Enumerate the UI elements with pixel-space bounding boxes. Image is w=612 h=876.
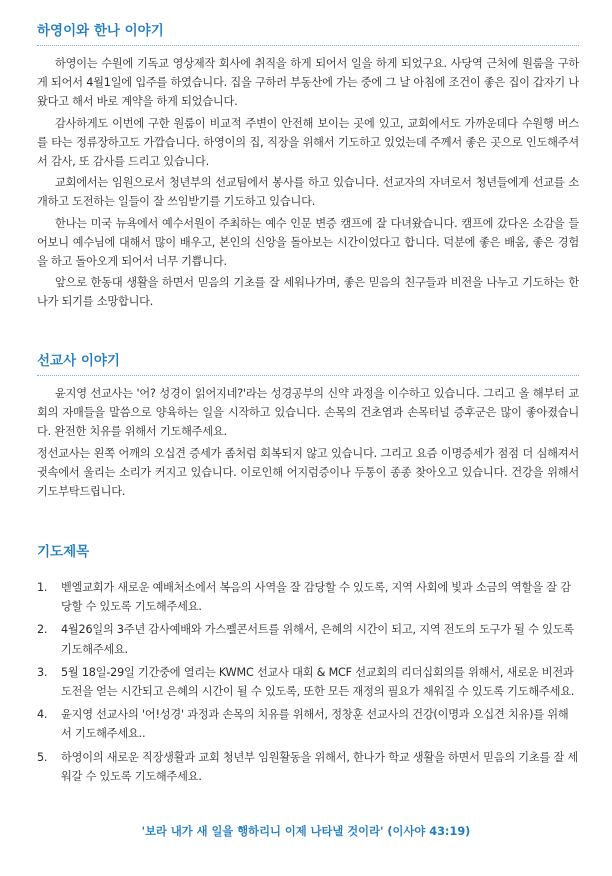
list-item [37,663,579,701]
paragraph: 하영이는 수원에 기독교 영상제작 회사에 취직을 하게 되어서 일을 하게 되었구요. 사당역 근처에 원룸을 구하게 되어서 4월1일에 입주를 하였습니다. 집을 구하러 부동산에 가는 중에 그 날 아침에 조건이 좋은 집이 갑자기 나왔다고 해서 바로 계약을 하게 되었습니다. [37,57,579,109]
prayer-list [37,578,579,786]
item-text: 4월26일의 3주년 감사예배와 가스펠콘서트를 위해서, 은혜의 시간이 되고, 지역 전도의 도구가 될 수 있도록 기도해주세요. [61,623,574,656]
section-title: 기도제목 [37,544,90,560]
item-text: 벧엘교회가 새로운 예배처소에서 복음의 사역을 잘 감당할 수 있도록, 지역 사회에 빛과 소금의 역할을 잘 감당할 수 있도록 기도해주세요. [61,581,571,614]
section-title: 하영이와 한나 이야기 [37,22,579,46]
section-missionary-story [37,352,579,501]
item-text: 하영이의 새로운 직장생활과 교회 청년부 임원활동을 위해서, 한나가 학교 생활을 하면서 믿음의 기초를 잘 세워갈 수 있도록 기도해주세요. [61,750,579,783]
paragraph: 윤지영 선교사는 '어? 성경이 읽어지네?'라는 성경공부의 신약 과정을 이수하고 있습니다. 그리고 올 해부터 교회의 자매들을 말씀으로 양육하는 일을 시작하고 있습니다. 손목의 건초염과 손목터널 증후군은 많이 좋아졌습니다. 완전한 치유를 위해서 기도해주세요. [37,387,579,439]
item-number: 4. [37,708,48,722]
paragraph: 교회에서는 임원으로서 청년부의 선교팀에서 봉사를 하고 있습니다. 선교자의 자녀로서 청년들에게 선교를 소개하고 도전하는 일들이 잘 쓰임받기를 기도하고 있습니다. [37,176,579,209]
paragraph: 정선교사는 왼쪽 어깨의 오십견 증세가 좀처럼 회복되지 않고 있습니다. 그리고 요즘 이명증세가 점점 더 심해져서 귓속에서 울리는 소리가 커지고 있습니다. 이로인해 어지럼증이나 두통이 종종 찾아오고 있습니다. 건강을 위해서 기도부탁드립니다. [37,446,579,499]
list-item [37,620,579,658]
section-body [37,54,579,312]
item-number: 2. [37,623,48,637]
list-item [37,705,579,743]
section-title: 선교사 이야기 [37,352,579,376]
list-item [37,748,579,786]
section-prayer-requests [37,543,579,790]
item-text: 5월 18일-29일 기간중에 열리는 KWMC 선교사 대회 & MCF 선교회의 리더십회의를 위해서, 새로운 비전과 도전을 얻는 시간되고 은혜의 시간이 될 수 있도록, 또한 모든 재정의 필요가 채워질 수 있도록 기도해주세요. [61,665,575,699]
section-body [37,384,579,501]
item-number: 5. [37,750,48,764]
item-text: 윤지영 선교사의 '어!성경' 과정과 손목의 치유를 위해서, 정창훈 선교사의 건강(이명과 오십견 치유)를 위해서 기도해주세요.. [61,708,569,741]
list-item [37,578,579,616]
item-number: 3. [37,665,48,679]
item-number: 1. [37,581,48,594]
paragraph: 감사하게도 이번에 구한 원룸이 비교적 주변이 안전해 보이는 곳에 있고, 교회에서도 가까운데다 수원행 버스를 타는 정류장하고도 가깝습니다. 하영이의 집, 직장을 위해서 기도하고 있었는데 주께서 좋은 곳으로 인도해주셔서 감사, 또 감사를 드리고 있습니다. [37,116,579,169]
bible-verse: '보라 내가 새 일을 행하리니 이제 나타낼 것이라' (이사야 43:19) [141,825,471,838]
paragraph: 한나는 미국 뉴욕에서 예수서원이 주최하는 예수 인문 변증 캠프에 잘 다녀왔습니다. 캠프에 갔다온 소감을 들어보니 예수님에 대해서 많이 배우고, 본인의 신앙을 돌아보는 시간이었다고 합니다. 덕분에 좋은 배움, 좋은 경험을 하고 돌아오게 되어서 너무 기쁩니다. [37,216,579,269]
section-hayoung-hanna [37,22,579,312]
paragraph: 앞으로 한동대 생활을 하면서 믿음의 기초를 잘 세워나가며, 좋은 믿음의 친구들과 비전을 나누고 기도하는 한나가 되기를 소망합니다. [37,276,579,309]
